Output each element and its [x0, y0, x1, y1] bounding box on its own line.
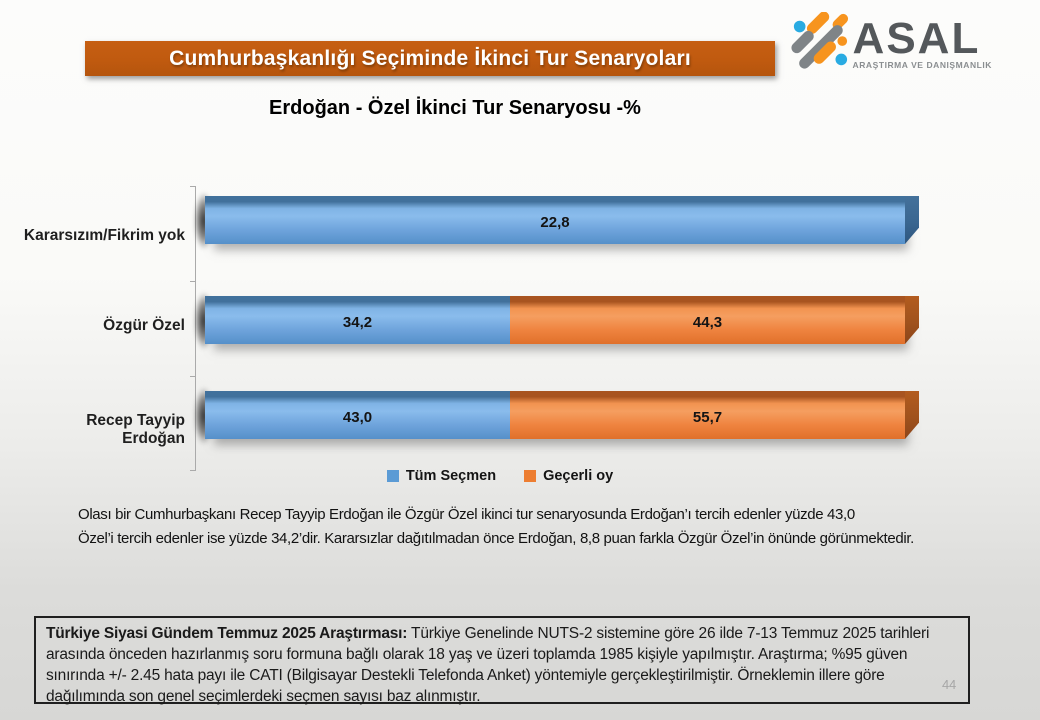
bar-segment-tum-secmen [205, 196, 905, 244]
legend-swatch-blue [387, 470, 399, 482]
value-label: 43,0 [342, 409, 373, 426]
value-label: 44,3 [692, 314, 723, 331]
axis-tick [190, 376, 196, 377]
methodology-box [34, 616, 970, 704]
bar-3d-cap [905, 391, 919, 439]
axis-tick [190, 186, 196, 187]
legend-item-tum-secmen [387, 468, 496, 484]
category-label-erdogan: Recep Tayyip Erdoğan [86, 412, 185, 447]
category-axis-line [195, 186, 196, 470]
bar-row-erdogan [205, 391, 905, 439]
category-label-kararsizim: Kararsızım/Fikrim yok [23, 227, 185, 244]
methodology-body: Türkiye Genelinde NUTS-2 sistemine göre 26 ilde 7-13 Temmuz 2025 tarihleri arasında önceden hazırlanmış soru formuna bağlı olarak 18 yaş ve üzeri toplamda 1985 kişiyle yapılmıştır. Araştırma; %95 güven sınırında +/- 2.45 hata payı ile CATI (Bilgisayar Destekli Telefonda Anket) yöntemiyle gerçekleştirilmiştir. Örneklemin illere göre dağılımında son genel seçimlerdeki seçmen sayısı baz alınmıştır. [46, 625, 930, 706]
axis-tick [190, 281, 196, 282]
summary-paragraph [78, 503, 978, 551]
asal-logo-icon [789, 12, 851, 77]
asal-logo-tagline: ARAŞTIRMA VE DANIŞMANLIK [852, 60, 992, 71]
bar-row-ozgur-ozel [205, 296, 905, 344]
asal-logo [789, 12, 992, 77]
asal-logo-name: ASAL [852, 13, 981, 63]
legend-swatch-orange [524, 470, 536, 482]
summary-line-2: Özel’i tercih edenler ise yüzde 34,2’dir. Kararsızlar dağıtılmadan önce Erdoğan, 8,8 puan farkla Özgür Özel’in önünde görünmektedir. [78, 530, 914, 547]
category-label-ozgur-ozel: Özgür Özel [103, 317, 185, 334]
chart-title: Erdoğan - Özel İkinci Tur Senaryosu -% [269, 97, 641, 119]
value-label: 55,7 [692, 409, 723, 426]
asal-logo-text [852, 13, 992, 71]
page-number: 44 [941, 677, 956, 693]
summary-line-1: Olası bir Cumhurbaşkanı Recep Tayyip Erdoğan ile Özgür Özel ikinci tur senaryosunda Erdoğan’ı tercih edenler yüzde 43,0 [78, 506, 855, 523]
methodology-title: Türkiye Siyasi Gündem Temmuz 2025 Araştırması: [46, 625, 408, 642]
value-label: 34,2 [342, 314, 373, 331]
bar-segment-tum-secmen [205, 296, 510, 344]
banner-title: Cumhurbaşkanlığı Seçiminde İkinci Tur Senaryoları [169, 46, 691, 70]
legend-label: Tüm Seçmen [405, 468, 497, 484]
bar-segment-tum-secmen [205, 391, 510, 439]
header-banner [85, 41, 775, 76]
legend-item-gecerli-oy [524, 468, 613, 484]
value-label: 22,8 [540, 214, 570, 231]
bar-row-kararsizim [205, 196, 905, 244]
bar-segment-gecerli-oy [510, 296, 905, 344]
bar-segment-gecerli-oy [510, 391, 905, 439]
bar-3d-cap [905, 196, 919, 244]
chart-legend [85, 468, 915, 484]
bar-3d-cap [905, 296, 919, 344]
legend-label: Geçerli oy [543, 468, 614, 484]
